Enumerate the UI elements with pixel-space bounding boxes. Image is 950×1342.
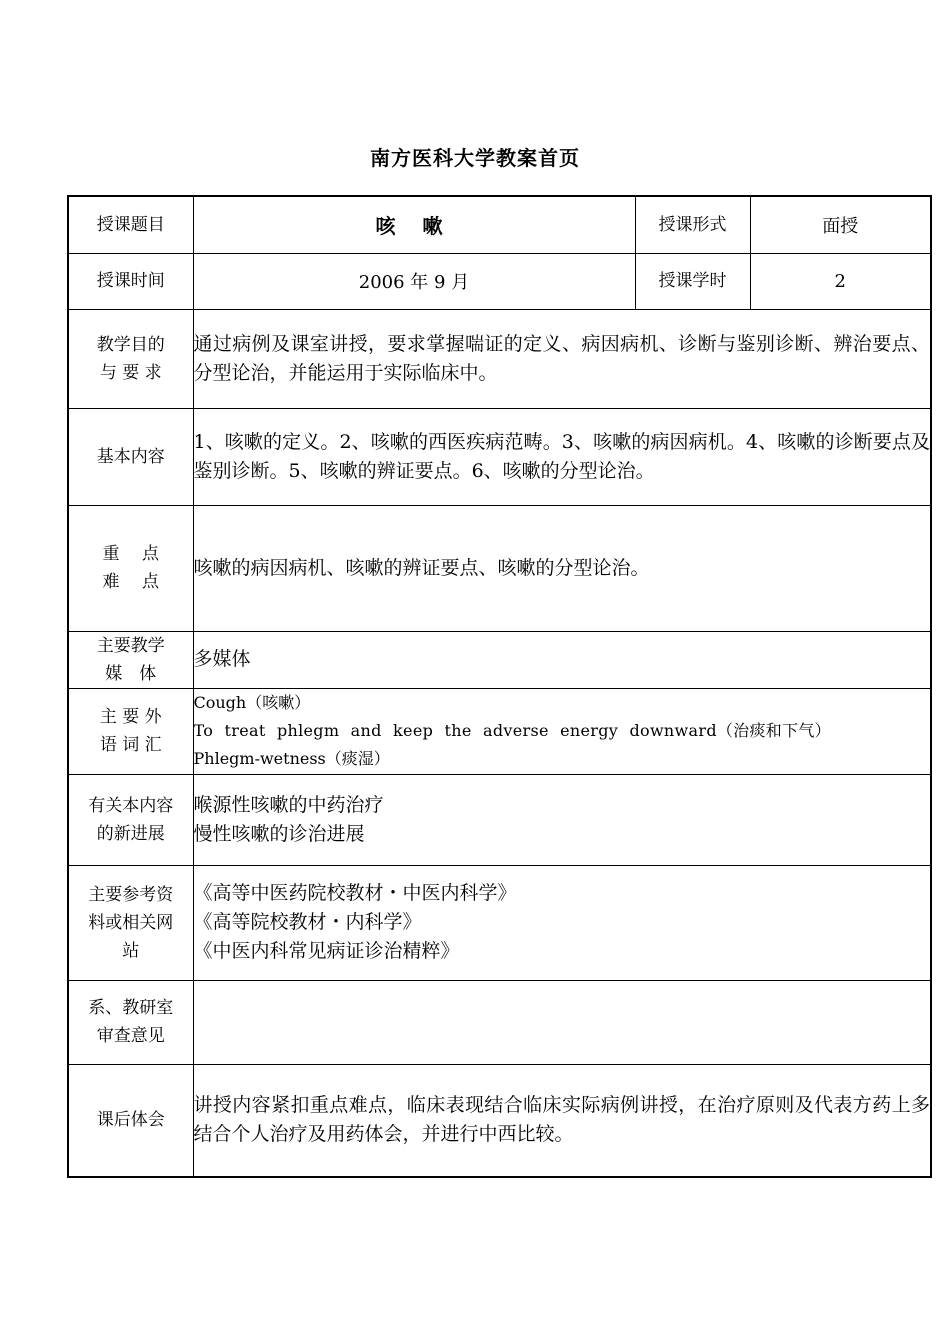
row-references — [68, 865, 931, 980]
media-text: 多媒体 — [193, 631, 931, 688]
value-time: 2006 年 9 月 — [193, 253, 635, 309]
row-basic — [68, 408, 931, 505]
label-goals-line2: 与 要 求 — [99, 362, 162, 383]
reflection-text: 讲授内容紧扣重点难点，临床表现结合临床实际病例讲授，在治疗原则及代表方药上多结合个人治疗及用药体会，并进行中西比较。 — [193, 1064, 931, 1177]
label-progress-line1: 有关本内容 — [88, 795, 174, 816]
label-references — [68, 865, 193, 980]
row-vocab — [68, 688, 931, 774]
lesson-plan-table — [67, 195, 932, 1178]
row-topic — [68, 196, 931, 253]
label-review-line1: 系、教研室 — [88, 998, 174, 1018]
label-review — [68, 980, 193, 1064]
label-form: 授课形式 — [635, 196, 750, 253]
vocab-item: Phlegm-wetness（痰湿） — [193, 749, 390, 768]
label-progress — [68, 774, 193, 865]
label-refs-line2: 料或相关网 — [88, 912, 174, 933]
label-basic: 基本内容 — [68, 408, 193, 505]
label-media-line1: 主要教学 — [96, 635, 165, 656]
vocab-item: To treat phlegm and keep the adverse energy downward（治痰和下气） — [193, 721, 831, 740]
key-points-text: 咳嗽的病因病机、咳嗽的辨证要点、咳嗽的分型论治。 — [193, 505, 931, 631]
row-progress — [68, 774, 931, 865]
vocab-item: Cough（咳嗽） — [193, 693, 311, 712]
progress-list — [193, 774, 931, 865]
reference-item: 《高等中医药院校教材・中医内科学》 — [193, 882, 517, 904]
basic-text: 1、咳嗽的定义。2、咳嗽的西医疾病范畴。3、咳嗽的病因病机。4、咳嗽的诊断要点及鉴别诊断。5、咳嗽的辨证要点。6、咳嗽的分型论治。 — [193, 408, 931, 505]
label-media-line2: 媒 体 — [105, 663, 157, 684]
label-hours: 授课学时 — [635, 253, 750, 309]
label-review-line2: 审查意见 — [96, 1026, 165, 1046]
row-media — [68, 631, 931, 688]
label-goals — [68, 309, 193, 408]
topic-text: 咳 嗽 — [375, 214, 453, 239]
row-key-points — [68, 505, 931, 631]
label-key-points — [68, 505, 193, 631]
vocab-list — [193, 688, 931, 774]
goals-text: 通过病例及课室讲授，要求掌握喘证的定义、病因病机、诊断与鉴别诊断、辨治要点、分型论治，并能运用于实际临床中。 — [193, 309, 931, 408]
reference-item: 《高等院校教材・内科学》 — [193, 911, 422, 933]
label-vocab-line1: 主 要 外 — [99, 707, 162, 727]
reference-item: 《中医内科常见病证诊治精粹》 — [193, 940, 460, 962]
progress-item: 喉源性咳嗽的中药治疗 — [193, 793, 384, 816]
value-hours: 2 — [750, 253, 931, 309]
references-list — [193, 865, 931, 980]
value-topic — [193, 196, 635, 253]
progress-item: 慢性咳嗽的诊治进展 — [193, 822, 365, 845]
label-refs-line1: 主要参考资 — [88, 884, 174, 905]
label-vocab — [68, 688, 193, 774]
label-progress-line2: 的新进展 — [96, 823, 165, 844]
label-media — [68, 631, 193, 688]
label-vocab-line2: 语 词 汇 — [99, 735, 162, 755]
row-goals — [68, 309, 931, 408]
label-goals-line1: 教学目的 — [96, 334, 165, 355]
label-key-line2: 难 点 — [102, 572, 159, 592]
label-topic: 授课题目 — [68, 196, 193, 253]
label-reflection: 课后体会 — [68, 1064, 193, 1177]
label-time: 授课时间 — [68, 253, 193, 309]
review-text — [193, 980, 931, 1064]
row-time — [68, 253, 931, 309]
row-review — [68, 980, 931, 1064]
label-refs-line3: 站 — [122, 940, 140, 961]
label-key-line1: 重 点 — [102, 544, 159, 564]
page-title: 南方医科大学教案首页 — [370, 146, 580, 170]
row-reflection — [68, 1064, 931, 1177]
value-form: 面授 — [750, 196, 931, 253]
